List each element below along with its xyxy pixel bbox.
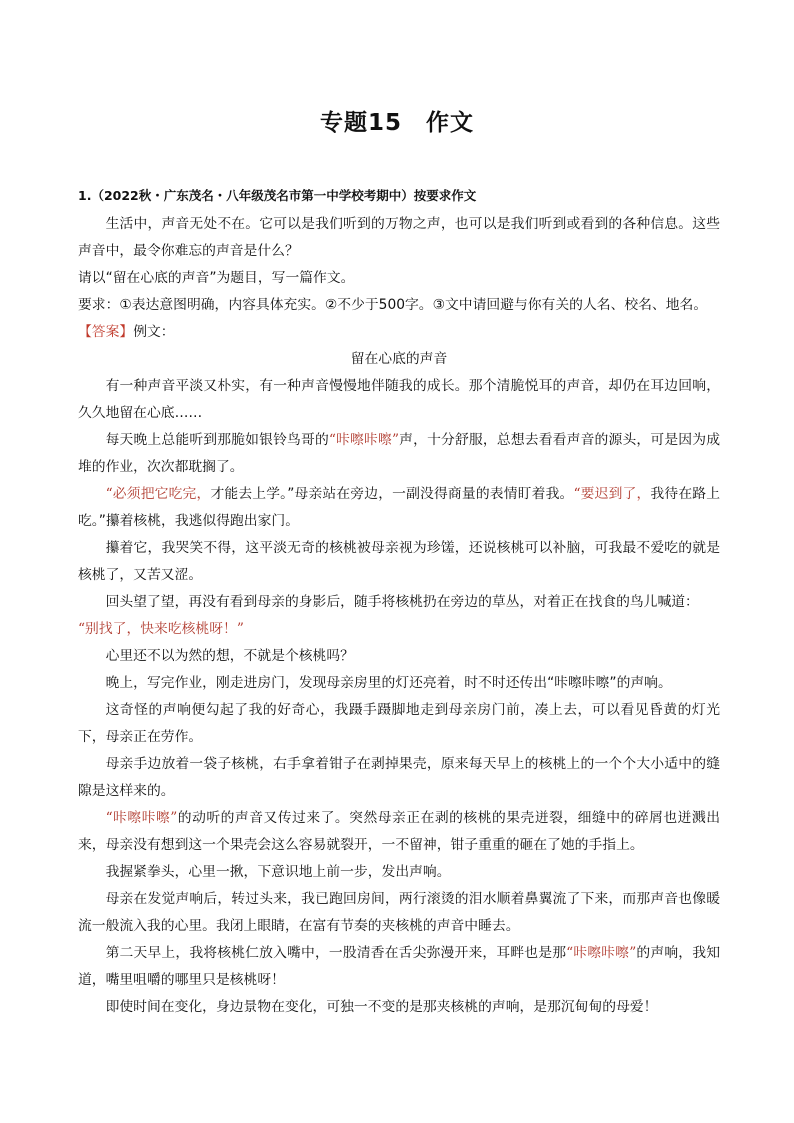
answer-label-suffix: 例文： xyxy=(133,324,175,340)
text-run: 的声响，我知道，嘴里咀嚼的哪里只是核桃呀！ xyxy=(78,945,721,988)
essay-paragraph xyxy=(78,481,720,535)
essay-paragraph: 我握紧拳头，心里一揪，下意识地上前一步，发出声响。 xyxy=(105,864,451,880)
essay-paragraph: 母亲手边放着一袋子核桃，右手拿着钳子在剥掉果壳，原来每天早上的核桃上的一个个大小适中的缝隙是这样来的。 xyxy=(78,756,720,799)
essay-paragraph: 母亲在发觉声响后，转过头来，我已跑回房间，两行滚烫的泪水顺着鼻翼流了下来，而那声音也像暖流一般流入我的心里。我闭上眼睛，在富有节奏的夹核桃的声音中睡去。 xyxy=(78,891,720,934)
quoted-sound: “咔嚓咔嚓” xyxy=(328,432,399,448)
quoted-speech: “必须把它吃完， xyxy=(105,486,211,502)
essay-paragraph: 心里还不以为然的想，不就是个核桃吗？ xyxy=(105,648,354,664)
essay-paragraph: 有一种声音平淡又朴实，有一种声音慢慢地伴随我的成长。那个清脆悦耳的声音，却仍在耳边回响，久久地留在心底…… xyxy=(78,378,720,421)
text-run: 第二天早上，我将核桃仁放入嘴中，一股清香在舌尖弥漫开来，耳畔也是那 xyxy=(105,945,567,961)
text-run: 声，十分舒服，总想去看看声音的源头，可是因为成堆的作业，次次都耽搁了。 xyxy=(78,432,721,475)
essay-title: 留在心底的声音 xyxy=(350,351,448,367)
prompt-paragraph: 生活中，声音无处不在。它可以是我们听到的万物之声，也可以是我们听到或看到的各种信息。这些声音中，最令你难忘的声音是什么？ xyxy=(78,216,720,259)
quoted-sound: “咔嚓咔嚓” xyxy=(105,810,178,826)
essay-paragraph: 这奇怪的声响便勾起了我的好奇心，我蹑手蹑脚地走到母亲房门前，凑上去，可以看见昏黄的灯光下，母亲正在劳作。 xyxy=(78,702,720,745)
essay-paragraph: 晚上，写完作业，刚走进房门，发现母亲房里的灯还亮着，时不时还传出“咔嚓咔嚓”的声响。 xyxy=(105,675,672,691)
quoted-speech: “别找了，快来吃核桃呀！” xyxy=(78,621,244,637)
question-heading: 1.（2022秋・广东茂名・八年级茂名市第一中学校考期中）按要求作文 xyxy=(78,188,477,203)
text-run: 每天晚上总能听到那脆如银铃鸟哥的 xyxy=(105,432,329,448)
answer-label: 【答案】 xyxy=(78,324,134,340)
document-body xyxy=(78,211,720,1021)
quoted-sound: “咔嚓咔嚓” xyxy=(566,945,637,961)
quoted-speech: “要迟到了， xyxy=(573,486,651,502)
essay-paragraph: 回头望了望，再没有看到母亲的身影后，随手将核桃扔在旁边的草丛，对着正在找食的鸟儿喊道： xyxy=(105,594,699,610)
prompt-instruction: 请以“留在心底的声音”为题目，写一篇作文。 xyxy=(78,270,355,286)
text-run: 我待在路上吃。”攥着核桃，我逃似得跑出家门。 xyxy=(78,486,721,529)
page-title: 专题15 作文 xyxy=(319,110,474,136)
essay-paragraph xyxy=(78,940,720,994)
text-run: 才能去上学。”母亲站在旁边，一副没得商量的表情盯着我。 xyxy=(210,486,574,502)
requirements: 要求：①表达意图明确，内容具体充实。②不少于500字。③文中请回避与你有关的人名、校名、地名。 xyxy=(78,297,708,313)
essay-paragraph xyxy=(78,616,720,643)
essay-paragraph: 攥着它，我哭笑不得，这平淡无奇的核桃被母亲视为珍馐，还说核桃可以补脑，可我最不爱吃的就是核桃了，又苦又涩。 xyxy=(78,540,720,583)
answer-line xyxy=(78,319,720,346)
text-run: 的动听的声音又传过来了。突然母亲正在剥的核桃的果壳迸裂，细缝中的碎屑也迸溅出来，母亲没有想到这一个果壳会这么容易就裂开，一不留神，钳子重重的砸在了她的手指上。 xyxy=(78,810,720,853)
essay-paragraph: 即使时间在变化，身边景物在变化，可独一不变的是那夹核桃的声响，是那沉甸甸的母爱！ xyxy=(105,999,658,1015)
essay-paragraph xyxy=(78,805,720,859)
essay-paragraph xyxy=(78,427,720,481)
